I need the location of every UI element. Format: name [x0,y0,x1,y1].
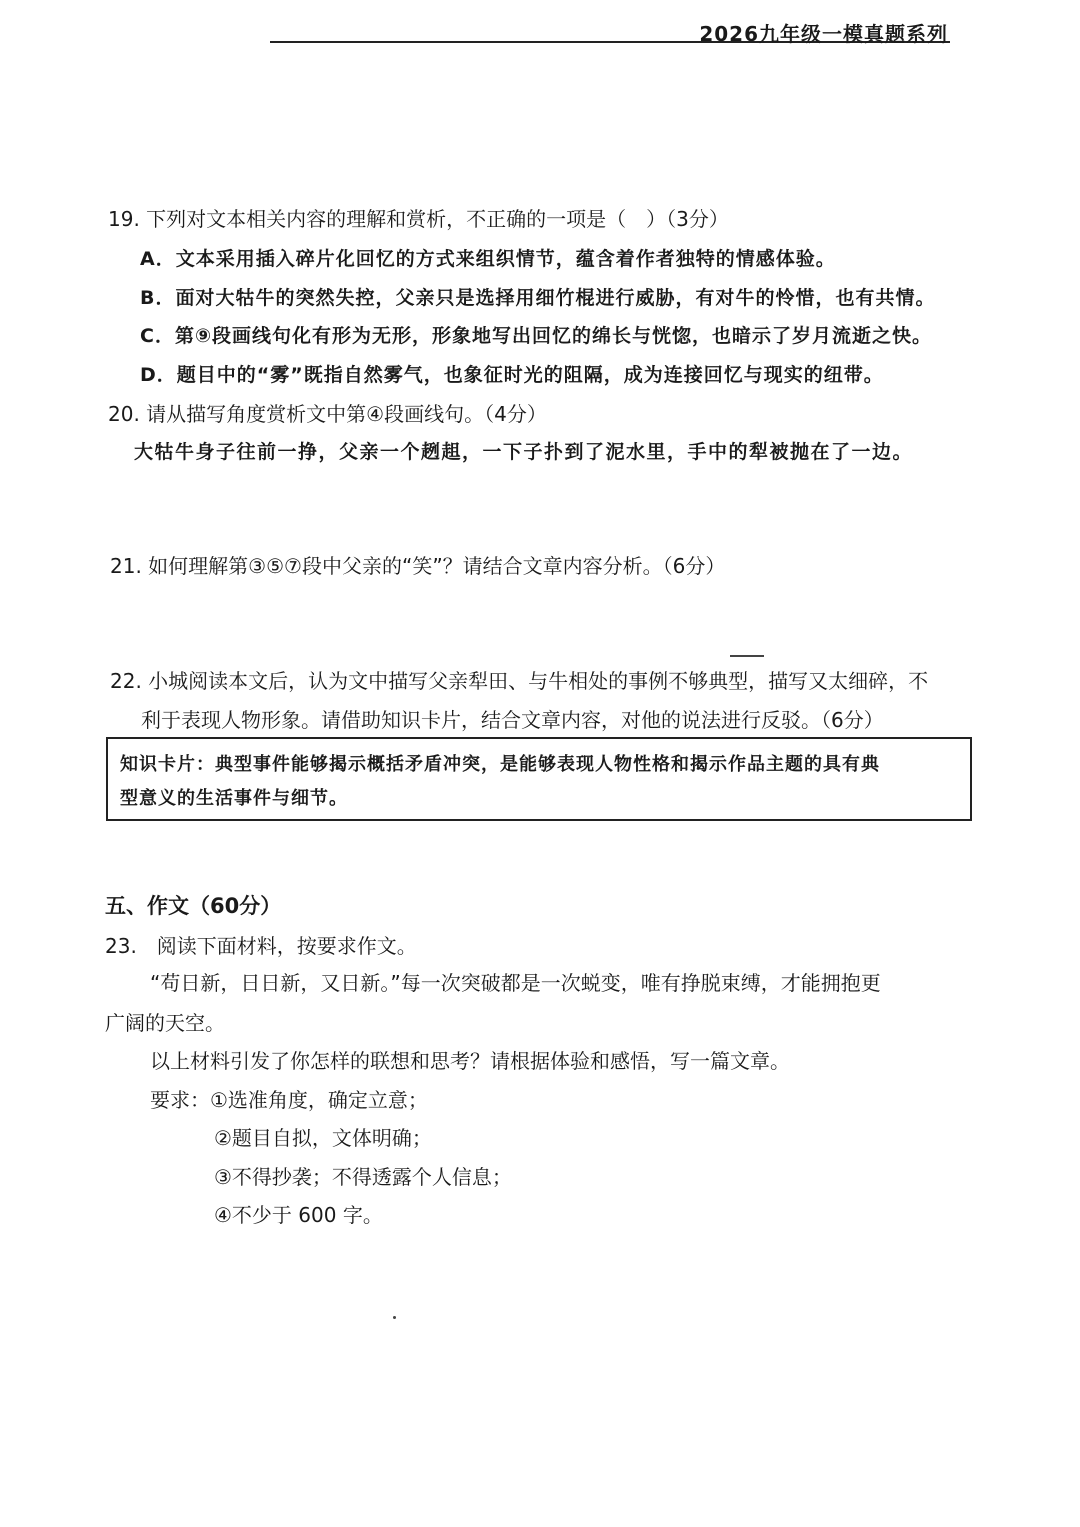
knowledge-card-line1: 知识卡片：典型事件能够揭示概括矛盾冲突，是能够表现人物性格和揭示作品主题的具有典 [120,754,880,775]
material-line1: “苟日新，日日新，又日新。”每一次突破都是一次蜕变，唯有挣脱束缚，才能拥抱更 [150,971,881,995]
q19-option-b: B．面对大牯牛的突然失控，父亲只是选择用细竹棍进行威胁，有对牛的怜惜，也有共情。 [140,287,936,309]
q22-stem-line2: 利于表现人物形象。请借助知识卡片，结合文章内容，对他的说法进行反驳。（6分） [141,708,884,732]
q21-stem: 21. 如何理解第③⑤⑦段中父亲的“笑”？请结合文章内容分析。（6分） [110,554,726,578]
q23-stem: 23. 阅读下面材料，按要求作文。 [105,934,417,958]
q20-quote: 大牯牛身子往前一挣，父亲一个趔趄，一下子扑到了泥水里，手中的犁被抛在了一边。 [134,441,914,463]
q20-stem: 20. 请从描写角度赏析文中第④段画线句。（4分） [108,402,547,426]
knowledge-card [106,737,972,821]
scan-mark [730,655,764,657]
knowledge-card-line2: 型意义的生活事件与细节。 [120,788,348,809]
scan-dot [393,1316,396,1319]
requirement-3: ③不得抄袭；不得透露个人信息； [214,1165,512,1189]
section-five-title: 五、作文（60分） [105,894,282,918]
requirement-1: 要求：①选准角度，确定立意； [150,1088,428,1112]
q22-stem-line1: 22. 小城阅读本文后，认为文中描写父亲犁田、与牛相处的事例不够典型，描写又太细碎，不 [110,669,929,693]
q19-option-c: C．第⑨段画线句化有形为无形，形象地写出回忆的绵长与恍惚，也暗示了岁月流逝之快。 [140,325,933,347]
page-header-title: 2026九年级一模真题系列 [699,22,948,46]
q19-stem: 19. 下列对文本相关内容的理解和赏析，不正确的一项是（ ）（3分） [108,207,729,231]
writing-prompt: 以上材料引发了你怎样的联想和思考？请根据体验和感悟，写一篇文章。 [150,1049,790,1073]
requirement-2: ②题目自拟，文体明确； [214,1126,432,1150]
q19-option-a: A．文本采用插入碎片化回忆的方式来组织情节，蕴含着作者独特的情感体验。 [140,248,836,270]
q19-option-d: D．题目中的“雾”既指自然雾气，也象征时光的阻隔，成为连接回忆与现实的纽带。 [140,364,884,386]
requirement-4: ④不少于 600 字。 [214,1203,383,1227]
material-line2: 广阔的天空。 [105,1011,225,1035]
